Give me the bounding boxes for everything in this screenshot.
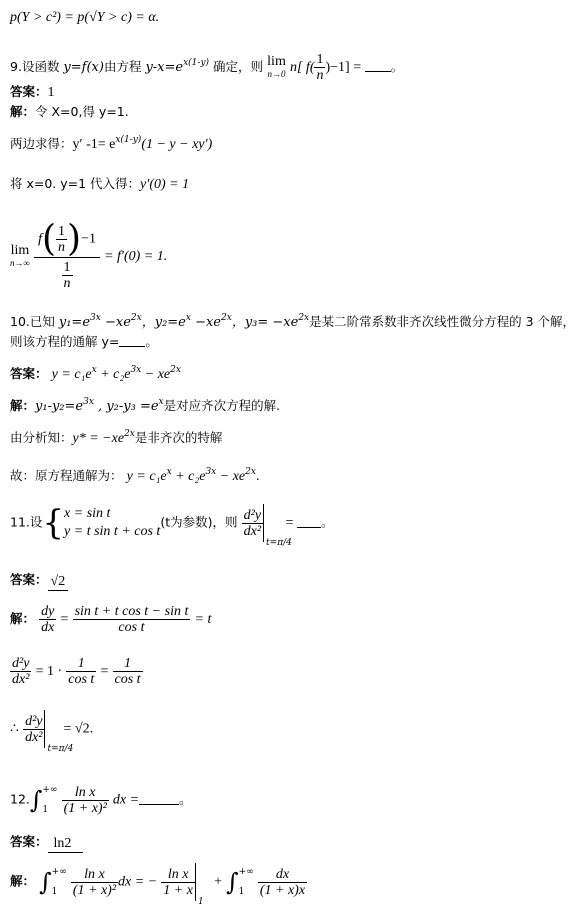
solution-10-l3-term3: − xe bbox=[216, 469, 246, 484]
a12-limits2 bbox=[239, 862, 254, 902]
answer-10-term1: y = c₁e bbox=[51, 367, 92, 382]
solution-11-mid: = 1 · bbox=[35, 664, 63, 679]
solution-11-dx: dx bbox=[41, 620, 55, 635]
solution-9-limit bbox=[10, 218, 168, 291]
solution-9-inner-frac-num: 1 bbox=[58, 224, 65, 239]
solution-10-l3-exp3: 2x bbox=[245, 467, 256, 477]
solution-9-line3-prefix: 将 x=0. y=1 代入得： bbox=[10, 176, 141, 191]
solution-11-eq2: = bbox=[100, 664, 109, 679]
q12-end: 。 bbox=[179, 791, 192, 807]
solution-10-text: 是对应齐次方程的解. bbox=[163, 398, 281, 413]
q12-dx: dx = bbox=[112, 792, 140, 808]
q11-eq: = bbox=[282, 515, 297, 531]
solution-10-diff2: , y₂-y₃ =e bbox=[93, 399, 159, 414]
solution-10-l3-exp2: 3x bbox=[205, 467, 217, 477]
solution-9-big-frac bbox=[34, 218, 100, 291]
q11-eval-sub: t=π/4 bbox=[266, 538, 292, 548]
solution-label: 解： bbox=[10, 873, 36, 889]
q10-y1-exp: 3x bbox=[90, 313, 101, 323]
q10-y2b: −xe bbox=[190, 315, 222, 330]
q10-text3: 则该方程的通解 y= bbox=[10, 334, 120, 349]
solution-11-d2 bbox=[10, 656, 31, 687]
solution-9-inner-frac bbox=[56, 224, 67, 255]
question-11 bbox=[10, 503, 334, 548]
q11-derivative-den: dx² bbox=[243, 523, 262, 539]
q10-answer-blank bbox=[119, 336, 145, 347]
q10-number: 10. bbox=[10, 314, 30, 329]
q9-text1: 设函数 bbox=[21, 59, 64, 74]
solution-11-line2 bbox=[10, 656, 143, 687]
solution-9-minus1: −1 bbox=[81, 231, 96, 247]
a12-frac2 bbox=[161, 867, 195, 898]
answer-10-exp3: 2x bbox=[170, 365, 181, 375]
q9-answer-blank bbox=[365, 61, 391, 72]
solution-9-lim-sub: n→∞ bbox=[10, 257, 30, 268]
q9-text2: 由方程 bbox=[103, 59, 146, 74]
solution-9-line2 bbox=[10, 136, 212, 153]
a12-dx1: dx = − bbox=[118, 874, 158, 890]
solution-11-frac2-num: 1 bbox=[113, 656, 143, 672]
solution-11-frac1 bbox=[66, 656, 96, 687]
solution-11-frac2 bbox=[113, 656, 143, 687]
solution-9-f: f bbox=[38, 231, 42, 247]
solution-11-main-frac-num: sin t + t cos t − sin t bbox=[74, 604, 189, 619]
solution-11-dy: dy bbox=[41, 604, 55, 619]
q11-system-eq1: x = sin t bbox=[64, 506, 111, 521]
question-10 bbox=[10, 314, 575, 331]
q10-y1b: −xe bbox=[100, 315, 131, 330]
q12-upper: +∞ bbox=[42, 785, 58, 795]
solution-10-line3 bbox=[10, 468, 259, 485]
a12-frac3-num: dx bbox=[258, 867, 307, 883]
q12-integrand-num: ln x bbox=[62, 785, 109, 801]
a12-eval-lower: 1 bbox=[197, 897, 204, 907]
prev-answer-line: p(Y > c²) = p(√Y > c) = α. bbox=[10, 10, 160, 25]
q11-brace: { bbox=[42, 503, 65, 543]
solution-10-l3-end: . bbox=[255, 469, 260, 484]
solution-10-l2-prefix: 由分析知： bbox=[10, 430, 73, 445]
solution-label: 解： bbox=[10, 104, 36, 119]
answer-label: 答案： bbox=[10, 84, 48, 99]
solution-10-line2 bbox=[10, 430, 222, 447]
q11-system bbox=[64, 505, 160, 541]
a12-lower2: 1 bbox=[238, 887, 245, 897]
q10-text1: 已知 bbox=[29, 314, 59, 329]
answer-10-exp1: x bbox=[91, 365, 97, 375]
question-12 bbox=[10, 780, 192, 820]
q9-text3: 确定，则 bbox=[209, 59, 264, 74]
solution-10-line1 bbox=[10, 398, 280, 415]
q12-integral-sign: ∫ bbox=[29, 786, 43, 814]
answer-label: 答案： bbox=[10, 366, 48, 381]
q12-lower: 1 bbox=[42, 805, 49, 815]
q12-integrand-den: (1 + x)² bbox=[63, 800, 107, 816]
answer-10 bbox=[10, 366, 181, 383]
q9-lim-word: lim bbox=[267, 53, 286, 69]
a12-integral-sign: ∫ bbox=[39, 868, 52, 896]
solution-11-frac1-den: cos t bbox=[68, 672, 95, 687]
q9-limit bbox=[267, 53, 286, 80]
a12-frac3-den: (1 + x)x bbox=[259, 882, 306, 898]
q10-y3-exp: 2x bbox=[298, 313, 310, 323]
solution-9-text: 令 X=0,得 y=1. bbox=[35, 104, 129, 119]
q10-y3: ，y₃= −xe bbox=[231, 315, 299, 330]
q9-end: 。 bbox=[390, 59, 404, 74]
answer-12-value: ln2 bbox=[48, 836, 84, 853]
solution-9-inner-frac-den: n bbox=[58, 240, 65, 255]
a12-upper2: +∞ bbox=[238, 867, 254, 877]
q10-text2: 是某二阶常系数非齐次线性微分方程的 3 个解， bbox=[309, 314, 576, 329]
solution-11-final: = √2. bbox=[63, 721, 94, 737]
answer-10-exp2: 3x bbox=[130, 365, 142, 375]
solution-11-main-frac-den: cos t bbox=[118, 620, 145, 635]
a12-frac2-num: ln x bbox=[161, 867, 195, 883]
solution-10-l3-prefix: 故：原方程通解为： bbox=[10, 468, 123, 483]
a12-limits bbox=[52, 862, 67, 902]
q11-text2: (t为参数)，则 bbox=[160, 514, 238, 530]
solution-10-l3-exp1: x bbox=[166, 467, 172, 477]
q9-frac-num: 1 bbox=[316, 52, 324, 67]
solution-9-lim bbox=[10, 242, 30, 269]
q9-frac bbox=[314, 52, 325, 83]
a12-frac1-den: (1 + x)² bbox=[72, 882, 117, 898]
solution-9-den-num: 1 bbox=[63, 260, 71, 275]
solution-11-dydx bbox=[39, 604, 56, 635]
a12-frac1 bbox=[71, 867, 118, 898]
q9-equation-exp: x(1-y) bbox=[183, 58, 210, 68]
q11-end: 。 bbox=[320, 514, 334, 530]
q10-end: 。 bbox=[145, 334, 158, 349]
solution-11-d2b bbox=[23, 714, 44, 745]
q9-expr-pre: n[ f( bbox=[289, 60, 315, 75]
q11-text1: 设 bbox=[29, 514, 43, 530]
q12-integrand bbox=[62, 785, 109, 816]
solution-9-den-den: n bbox=[63, 276, 71, 291]
q11-eval-bar bbox=[263, 504, 292, 548]
answer-9-value: 1 bbox=[47, 85, 55, 100]
solution-9-line2-exp: x(1-y) bbox=[115, 135, 142, 145]
solution-9-line1 bbox=[10, 104, 129, 121]
solution-10-diff2-exp: x bbox=[158, 397, 164, 407]
q9-frac-den: n bbox=[316, 68, 324, 83]
solution-10-l2-post: 是非齐次的特解 bbox=[134, 430, 223, 445]
q9-function: y=f(x) bbox=[63, 60, 104, 75]
solution-11-d2b-num: d²y bbox=[25, 713, 43, 729]
answer-10-term3: − xe bbox=[141, 367, 171, 382]
q9-lim-sub: n→0 bbox=[267, 68, 286, 79]
a12-frac2-den: 1 + x bbox=[163, 882, 193, 898]
solution-10-diff1: y₁-y₂=e bbox=[35, 399, 84, 414]
solution-9-big-frac-den bbox=[34, 258, 100, 291]
answer-9 bbox=[10, 84, 55, 101]
q10-y2-exp: x bbox=[185, 313, 191, 323]
solution-9-big-frac-num: f( $\frac{1}{n}$ )−1 bbox=[34, 222, 100, 258]
q10-y2b-exp: 2x bbox=[221, 313, 232, 323]
solution-11-eval-bar bbox=[44, 710, 74, 754]
a12-eval-bar bbox=[195, 863, 210, 907]
solution-9-line3-eq: y′(0) = 1 bbox=[140, 177, 190, 192]
a12-frac3 bbox=[258, 867, 307, 898]
solution-10-diff1-exp: 3x bbox=[83, 397, 94, 407]
solution-11-line3 bbox=[10, 710, 94, 754]
q10-y1: y₁=e bbox=[58, 315, 91, 330]
solution-9-result: = f′(0) = 1. bbox=[104, 249, 168, 264]
q11-derivative bbox=[242, 508, 263, 539]
answer-11 bbox=[10, 572, 68, 591]
solution-10-l2-eq: y* = −xe bbox=[72, 431, 125, 446]
q9-number: 9. bbox=[10, 59, 22, 74]
solution-12-line1 bbox=[10, 862, 307, 907]
q9-expr-post: )−1] = bbox=[325, 60, 365, 75]
solution-9-lim-word: lim bbox=[10, 242, 30, 258]
solution-11-frac1-num: 1 bbox=[66, 656, 96, 672]
solution-11-d2b-den: dx² bbox=[25, 729, 43, 745]
answer-label: 答案： bbox=[10, 834, 48, 849]
solution-10-l3-term1: y = c₁e bbox=[126, 469, 167, 484]
solution-label: 解： bbox=[10, 398, 36, 413]
answer-label: 答案： bbox=[10, 572, 48, 587]
question-9 bbox=[10, 52, 403, 83]
solution-11-therefore: ∴ bbox=[10, 721, 19, 737]
answer-10-term2: + c₂e bbox=[96, 367, 131, 382]
q11-derivative-num: d²y bbox=[243, 507, 262, 523]
solution-label: 解： bbox=[10, 611, 36, 626]
solution-11-frac2-den: cos t bbox=[114, 672, 141, 687]
a12-upper: +∞ bbox=[51, 867, 67, 877]
solution-9-line3 bbox=[10, 176, 189, 193]
q12-number: 12. bbox=[10, 791, 30, 807]
solution-11-d2-den: dx² bbox=[12, 672, 30, 687]
a12-integral-sign2: ∫ bbox=[226, 868, 239, 896]
q12-limits bbox=[42, 780, 57, 820]
q9-equation: y-x=e bbox=[145, 60, 184, 75]
solution-11-line1: 解： $\frac{dy}{dx}$ = $\frac{\text{sin t + t cos t − sin t}}{\text{cos t}}$ = t bbox=[10, 604, 212, 635]
q11-answer-blank bbox=[297, 517, 321, 528]
solution-11-d2-num: d²y bbox=[12, 656, 30, 671]
a12-plus: + bbox=[214, 874, 223, 890]
q11-system-eq2: y = t sin t + cos t bbox=[64, 524, 161, 539]
solution-9-line2-eq: y′ -1= e bbox=[72, 137, 116, 152]
question-10-line2 bbox=[10, 334, 158, 351]
answer-11-value: √2 bbox=[48, 574, 69, 591]
q12-answer-blank bbox=[139, 794, 179, 805]
q10-y1b-exp: 2x bbox=[130, 313, 142, 323]
solution-11-main-frac bbox=[73, 604, 191, 635]
solution-10-l2-exp: 2x bbox=[124, 429, 135, 439]
solution-9-line2-post: (1 − y − xy′) bbox=[141, 137, 213, 152]
solution-10-l3-term2: + c₂e bbox=[171, 469, 206, 484]
a12-frac1-num: ln x bbox=[71, 867, 118, 883]
q10-y2: ，y₂=e bbox=[141, 315, 186, 330]
answer-12 bbox=[10, 834, 83, 853]
solution-11-eval-sub: t=π/4 bbox=[47, 744, 74, 754]
a12-lower: 1 bbox=[51, 887, 58, 897]
solution-11-eq-t: = t bbox=[194, 612, 212, 627]
q11-number: 11. bbox=[10, 514, 30, 530]
solution-9-line2-prefix: 两边求得： bbox=[10, 136, 73, 151]
